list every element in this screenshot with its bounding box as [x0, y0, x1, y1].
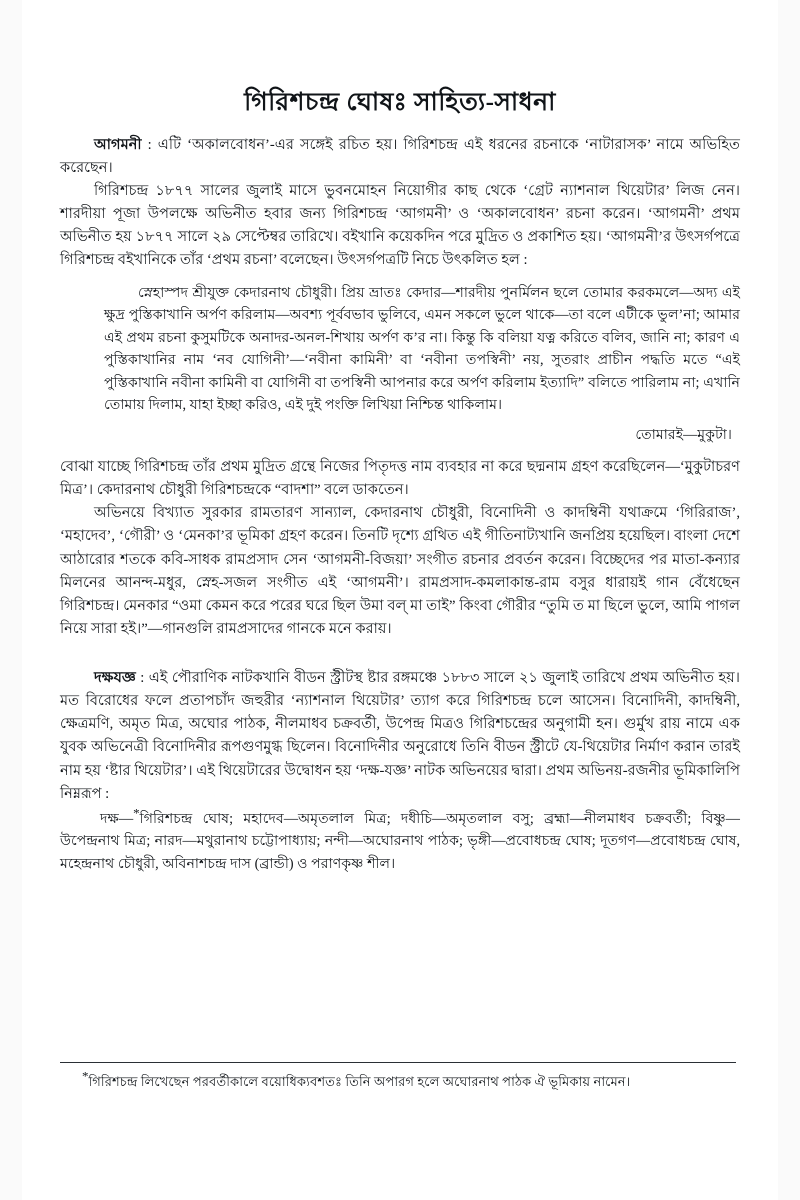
footnote-separator-rule — [60, 1062, 736, 1063]
agamani-intro-paragraph — [60, 134, 740, 180]
footnote-text: গিরিশচন্দ্র লিখেছেন পরবর্তীকালে বয়োধিক্যবশতঃ তিনি অপারগ হলে অঘোরনাথ পাঠক ঐ ভূমিকায় নামেন। — [88, 1074, 631, 1089]
agamani-second-paragraph: গিরিশচন্দ্র ১৮৭৭ সালের জুলাই মাসে ভুবনমোহন নিয়োগীর কাছ থেকে ‘গ্রেট ন্যাশনাল থিয়েটার’ লিজ নেন। শারদীয়া পূজা উপলক্ষে অভিনীত হবার জন্য গিরিশচন্দ্র ‘আগমনী’ ও ‘অকালবোধন’ রচনা করেন। ‘আগমনী’ প্রথম অভিনীত হয় ১৮৭৭ সালে ২৯ সেপ্টেম্বর তারিখে। বইখানি কয়েকদিন পরে মুদ্রিত ও প্রকাশিত হয়। ‘আগমনী’র উৎসর্গপত্রে গিরিশচন্দ্র বইখানিকে তাঁর ‘প্রথম রচনা’ বলেছেন। উৎসর্গপত্রটি নিচে উৎকলিত হল : — [60, 183, 740, 269]
footnote-block — [60, 1068, 736, 1093]
dedication-quote-block — [60, 282, 740, 447]
after-quote-paragraph-2: অভিনয়ে বিখ্যাত সুরকার রামতারণ সান্যাল, কেদারনাথ চৌধুরী, বিনোদিনী ও কাদম্বিনী যথাক্রমে ‘গিরিরাজ’, ‘মহাদেব’, ‘গৌরী’ ও ‘মেনকা’র ভূমিকা গ্রহণ করেন। তিনটি দৃশ্যে গ্রথিত এই গীতিনাট্যখানি জনপ্রিয় হয়েছিল। বাংলা দেশে আঠারোর শতকে কবি-সাধক রামপ্রসাদ সেন ‘আগমনী-বিজয়া’ সংগীত রচনার প্রবর্তন করেন। বিচ্ছেদের পর মাতা-কন্যার মিলনের আনন্দ-মধুর, স্নেহ-সজল সংগীত এই ‘আগমনী’। রামপ্রসাদ-কমলাকান্ত-রাম বসুর ধারায়ই গান বেঁধেছেন গিরিশচন্দ্র। মেনকার “ওমা কেমন করে পরের ঘরে ছিল উমা বল্ মা তাই” কিংবা গৌরীর “তুমি ত মা ছিলে ভুলে, আমি পাগল নিয়ে সারা হই।”—গানগুলি রামপ্রসাদের গানকে মনে করায়। — [60, 505, 740, 637]
spacer-after-quote — [60, 446, 740, 456]
agamani-lead-label: আগমনী — [94, 136, 142, 153]
footnote-paragraph — [60, 1068, 736, 1093]
dakshayajna-lead-label: দক্ষযজ্ঞ — [94, 670, 136, 686]
cast-list-paragraph — [60, 805, 740, 876]
after-quote-paragraph-1: বোঝা যাচ্ছে গিরিশচন্দ্র তাঁর প্রথম মুদ্রিত গ্রন্থে নিজের পিতৃদত্ত নাম ব্যবহার না করে ছদ্মনাম গ্রহণ করেছিলেন—‘মুকুটাচরণ মিত্র’। কেদারনাথ চৌধুরী গিরিশচন্দ্রকে “বাদশা” বলে ডাকতেন। — [60, 459, 740, 499]
dakshayajna-lead-rest: : এই পৌরাণিক নাটকখানি বীডন স্ট্রীটস্থ ষ্টার রঙ্গমঞ্চে ১৮৮৩ সালে ২১ জুলাই তারিখে প্রথম অভিনীত হয়। মত বিরোধের ফলে প্রতাপচাঁদ জহুরীর ‘ন্যাশনাল থিয়েটার’ ত্যাগ করে গিরিশচন্দ্র চলে আসেন। বিনোদিনী, কাদম্বিনী, ক্ষেত্রমণি, অমৃত মিত্র, অঘোর পাঠক, নীলমাধব চক্রবর্তী, উপেন্দ্র মিত্রও গিরিশচন্দ্রের অনুগামী হন। গুর্মুখ রায় নামে এক যুবক অভিনেত্রী বিনোদিনীর রূপগুণমুগ্ধ ছিলেন। বিনোদিনীর অনুরোধে তিনি বীডন স্ট্রীটে যে-থিয়েটার নির্মাণ করান তারই নাম হয় ‘ষ্টার থিয়েটার’। এই থিয়েটারের উদ্বোধন হয় ‘দক্ষ-যজ্ঞ’ নাটক অভিনয়ের দ্বারা। প্রথম অভিনয়-রজনীর ভূমিকালিপি নিম্নরূপ : — [60, 670, 740, 802]
dedication-quote-text: স্নেহাস্পদ শ্রীযুক্ত কেদারনাথ চৌধুরী। প্রিয় ভ্রাতঃ কেদার—শারদীয় পুনর্মিলন ছলে তোমার করকমলে—অদ্য এই ক্ষুদ্র পুস্তিকাখানি অর্পণ করিলাম—অবশ্য পূর্ববভাব ভুলিবে, এমন সকলে ভুলে থাকে—তা বলে এটীকে ভুল’না; আমার এই প্রথম রচনা কুসুমটিকে অনাদর-অনল-শিখায় অর্পণ ক’র না। কিন্তু কি বলিয়া যত্ন করিতে বলিব, জানি না; কারণ এ পুস্তিকাখানির নাম ‘নব যোগিনী’—‘নবীনা কামিনী’ বা ‘নবীনা তপস্বিনী’ নয়, সুতরাং প্রাচীন পদ্ধতি মতে “এই পুস্তিকাখানি নবীনা কামিনী বা যোগিনী বা তপস্বিনী আপনার করে অর্পণ করিলাম ইত্যাদি” বলিতে পারিলাম না; এখানি তোমায় দিলাম, যাহা ইচ্ছা করিও, এই দুই পংক্তি লিখিয়া নিশ্চিন্ত থাকিলাম। — [104, 284, 740, 413]
agamani-lead-rest: : এটি ‘অকালবোধন’-এর সঙ্গেই রচিত হয়। গিরিশচন্দ্র এই ধরনের রচনাকে ‘নাটারাসক’ নামে অভিহিত করেছেন। — [60, 136, 740, 176]
section-dakshayajna — [60, 667, 740, 875]
cast-first-role: দক্ষ— — [100, 810, 134, 827]
spacer-before-dakshayajna — [60, 641, 740, 667]
dedication-signature: তোমারই—মুকুটা। — [635, 426, 732, 443]
section-agamani — [60, 134, 740, 273]
cast-remaining-roles: গিরিশচন্দ্র ঘোষ; মহাদেব—অমৃতলাল মিত্র; দধীচি—অমৃতলাল বসু; ব্রহ্মা—নীলমাধব চক্রবর্তী; বিষ্ণু—উপেন্দ্রনাথ মিত্র; নারদ—মথুরানাথ চট্টোপাধ্যায়; নন্দী—অঘোরনাথ পাঠক; ভৃঙ্গী—প্রবোধচন্দ্র ঘোষ; দূতগণ—প্রবোধচন্দ্র ঘোষ, মহেন্দ্রনাথ চৌধুরী, অবিনাশচন্দ্র দাস (ব্রান্ডী) ও পরাণকৃষ্ণ শীল। — [60, 810, 740, 872]
cast-footnote-marker: * — [133, 805, 140, 821]
footnote-marker: * — [82, 1068, 89, 1084]
section-after-quote — [60, 456, 740, 641]
cast-list-block — [60, 805, 740, 876]
page-content-column — [60, 0, 740, 1200]
page-title: গিরিশচন্দ্র ঘোষঃ সাহিত্য-সাধনা — [244, 89, 556, 116]
dakshayajna-paragraph — [60, 667, 740, 806]
document-page — [22, 0, 778, 1200]
